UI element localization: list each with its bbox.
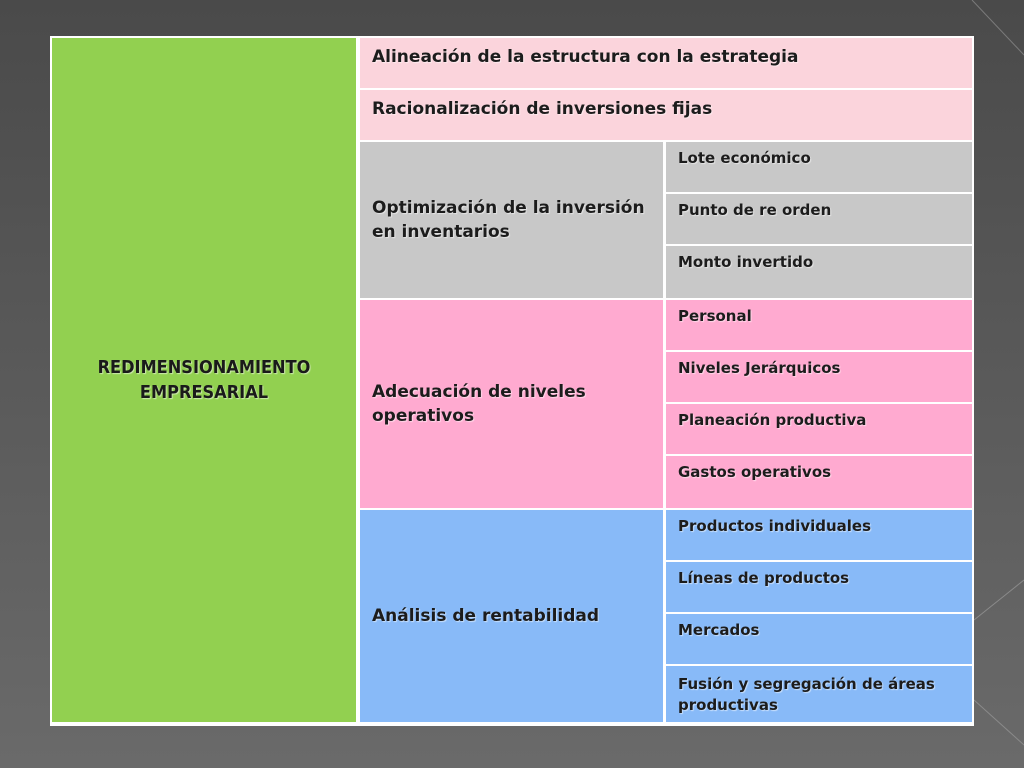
item-mercados: Mercados	[666, 614, 972, 664]
category-adecuacion: Adecuación de niveles operativos	[360, 300, 663, 508]
item-gastos-operativos: Gastos operativos	[666, 456, 972, 508]
item-personal: Personal	[666, 300, 972, 350]
root-title-line2: EMPRESARIAL	[139, 382, 269, 403]
item-productos-individuales: Productos individuales	[666, 510, 972, 560]
root-title-line1: REDIMENSIONAMIENTO	[97, 357, 311, 378]
item-niveles-jerarquicos: Niveles Jerárquicos	[666, 352, 972, 402]
item-lineas-productos: Líneas de productos	[666, 562, 972, 612]
category-alineacion: Alineación de la estructura con la estrategia	[360, 38, 972, 88]
item-monto-invertido: Monto invertido	[666, 246, 972, 298]
root-node	[52, 38, 356, 722]
item-fusion-segregacion: Fusión y segregación de áreas productivas	[666, 666, 972, 722]
item-punto-reorden: Punto de re orden	[666, 194, 972, 244]
item-planeacion-productiva: Planeación productiva	[666, 404, 972, 454]
category-racionalizacion: Racionalización de inversiones fijas	[360, 90, 972, 140]
category-optimizacion: Optimización de la inversión en inventarios	[360, 142, 663, 298]
category-analisis: Análisis de rentabilidad	[360, 510, 663, 722]
item-lote-economico: Lote económico	[666, 142, 972, 192]
